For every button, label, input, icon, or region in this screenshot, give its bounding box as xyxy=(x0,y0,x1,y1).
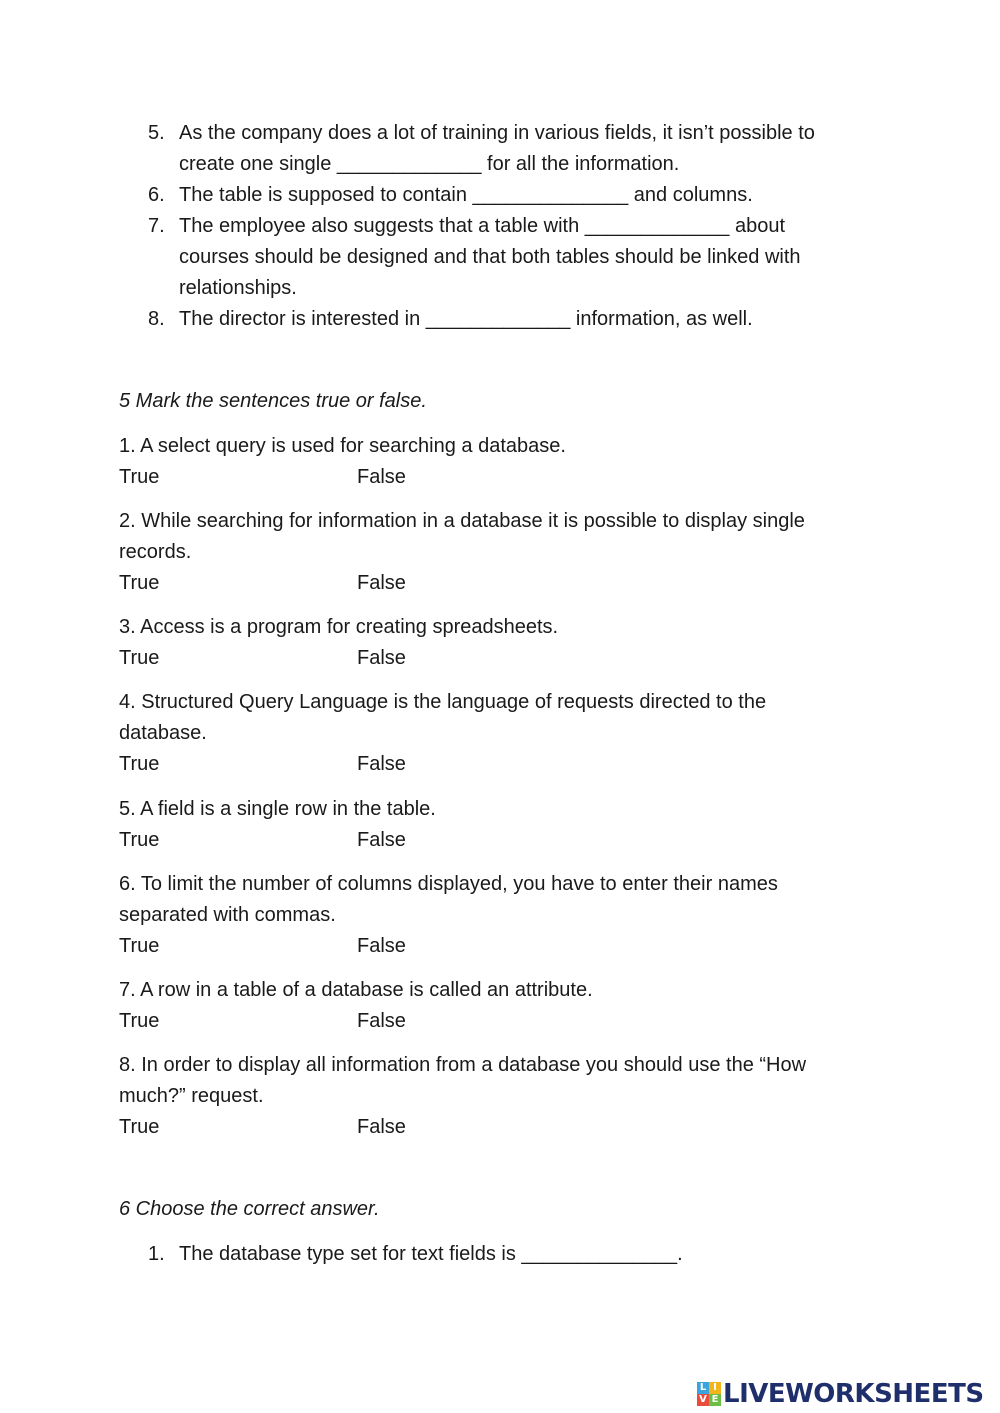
item-number: 1. xyxy=(148,1243,165,1265)
true-option[interactable]: True xyxy=(119,829,160,851)
item-number: 7. xyxy=(148,215,165,237)
logo-mark-icon: L I V E xyxy=(697,1382,721,1406)
question-text: 3. Access is a program for creating spreadsheets. xyxy=(119,616,559,638)
true-option[interactable]: True xyxy=(119,647,160,669)
true-option[interactable]: True xyxy=(119,572,160,594)
question-text: 4. Structured Query Language is the language of requests directed to the database. xyxy=(119,691,767,744)
exercise-6-title: 6 Choose the correct answer. xyxy=(119,1198,380,1220)
tf-question-6 xyxy=(119,869,879,962)
false-option[interactable]: False xyxy=(357,1116,406,1138)
list-item xyxy=(148,211,878,304)
question-text: 6. To limit the number of columns displayed, you have to enter their names separated with commas. xyxy=(119,873,778,926)
exercise-6-list xyxy=(148,1239,878,1270)
item-text: The employee also suggests that a table with _____________ about courses should be designed and that both tables should be linked with relationships. xyxy=(179,215,801,299)
tf-question-1 xyxy=(119,431,879,493)
tf-options xyxy=(119,749,879,780)
tf-question-8 xyxy=(119,1050,879,1143)
tf-options xyxy=(119,568,879,599)
false-option[interactable]: False xyxy=(357,829,406,851)
tf-options xyxy=(119,1006,879,1037)
item-text: As the company does a lot of training in various fields, it isn’t possible to create one single _____________ for all the information. xyxy=(179,122,815,175)
tf-options xyxy=(119,1112,879,1143)
question-text: 8. In order to display all information from a database you should use the “How much?” request. xyxy=(119,1054,807,1107)
list-item xyxy=(148,304,878,335)
list-item xyxy=(148,180,878,211)
false-option[interactable]: False xyxy=(357,1010,406,1032)
item-number: 8. xyxy=(148,308,165,330)
question-text: 1. A select query is used for searching a database. xyxy=(119,435,566,457)
false-option[interactable]: False xyxy=(357,572,406,594)
question-text: 2. While searching for information in a database it is possible to display single records. xyxy=(119,510,805,563)
true-option[interactable]: True xyxy=(119,935,160,957)
exercise-5-title: 5 Mark the sentences true or false. xyxy=(119,390,427,412)
logo-text: LIVEWORKSHEETS xyxy=(723,1379,984,1409)
item-text: The director is interested in _____________ information, as well. xyxy=(179,308,753,330)
item-number: 5. xyxy=(148,122,165,144)
tf-question-5 xyxy=(119,794,879,856)
item-number: 6. xyxy=(148,184,165,206)
list-item xyxy=(148,1239,878,1270)
true-option[interactable]: True xyxy=(119,1116,160,1138)
item-text: The database type set for text fields is ______________. xyxy=(179,1243,683,1265)
list-item xyxy=(148,118,878,180)
tf-question-4 xyxy=(119,687,879,780)
true-option[interactable]: True xyxy=(119,753,160,775)
tf-options xyxy=(119,825,879,856)
tf-options xyxy=(119,643,879,674)
false-option[interactable]: False xyxy=(357,753,406,775)
true-option[interactable]: True xyxy=(119,1010,160,1032)
question-text: 7. A row in a table of a database is called an attribute. xyxy=(119,979,593,1001)
liveworksheets-logo xyxy=(697,1378,984,1410)
tf-question-7 xyxy=(119,975,879,1037)
exercise-4-list xyxy=(148,118,878,335)
tf-question-3 xyxy=(119,612,879,674)
tf-question-2 xyxy=(119,506,879,599)
false-option[interactable]: False xyxy=(357,647,406,669)
false-option[interactable]: False xyxy=(357,466,406,488)
tf-options xyxy=(119,931,879,962)
false-option[interactable]: False xyxy=(357,935,406,957)
item-text: The table is supposed to contain ______________ and columns. xyxy=(179,184,753,206)
question-text: 5. A field is a single row in the table. xyxy=(119,798,436,820)
true-option[interactable]: True xyxy=(119,466,160,488)
tf-options xyxy=(119,462,879,493)
